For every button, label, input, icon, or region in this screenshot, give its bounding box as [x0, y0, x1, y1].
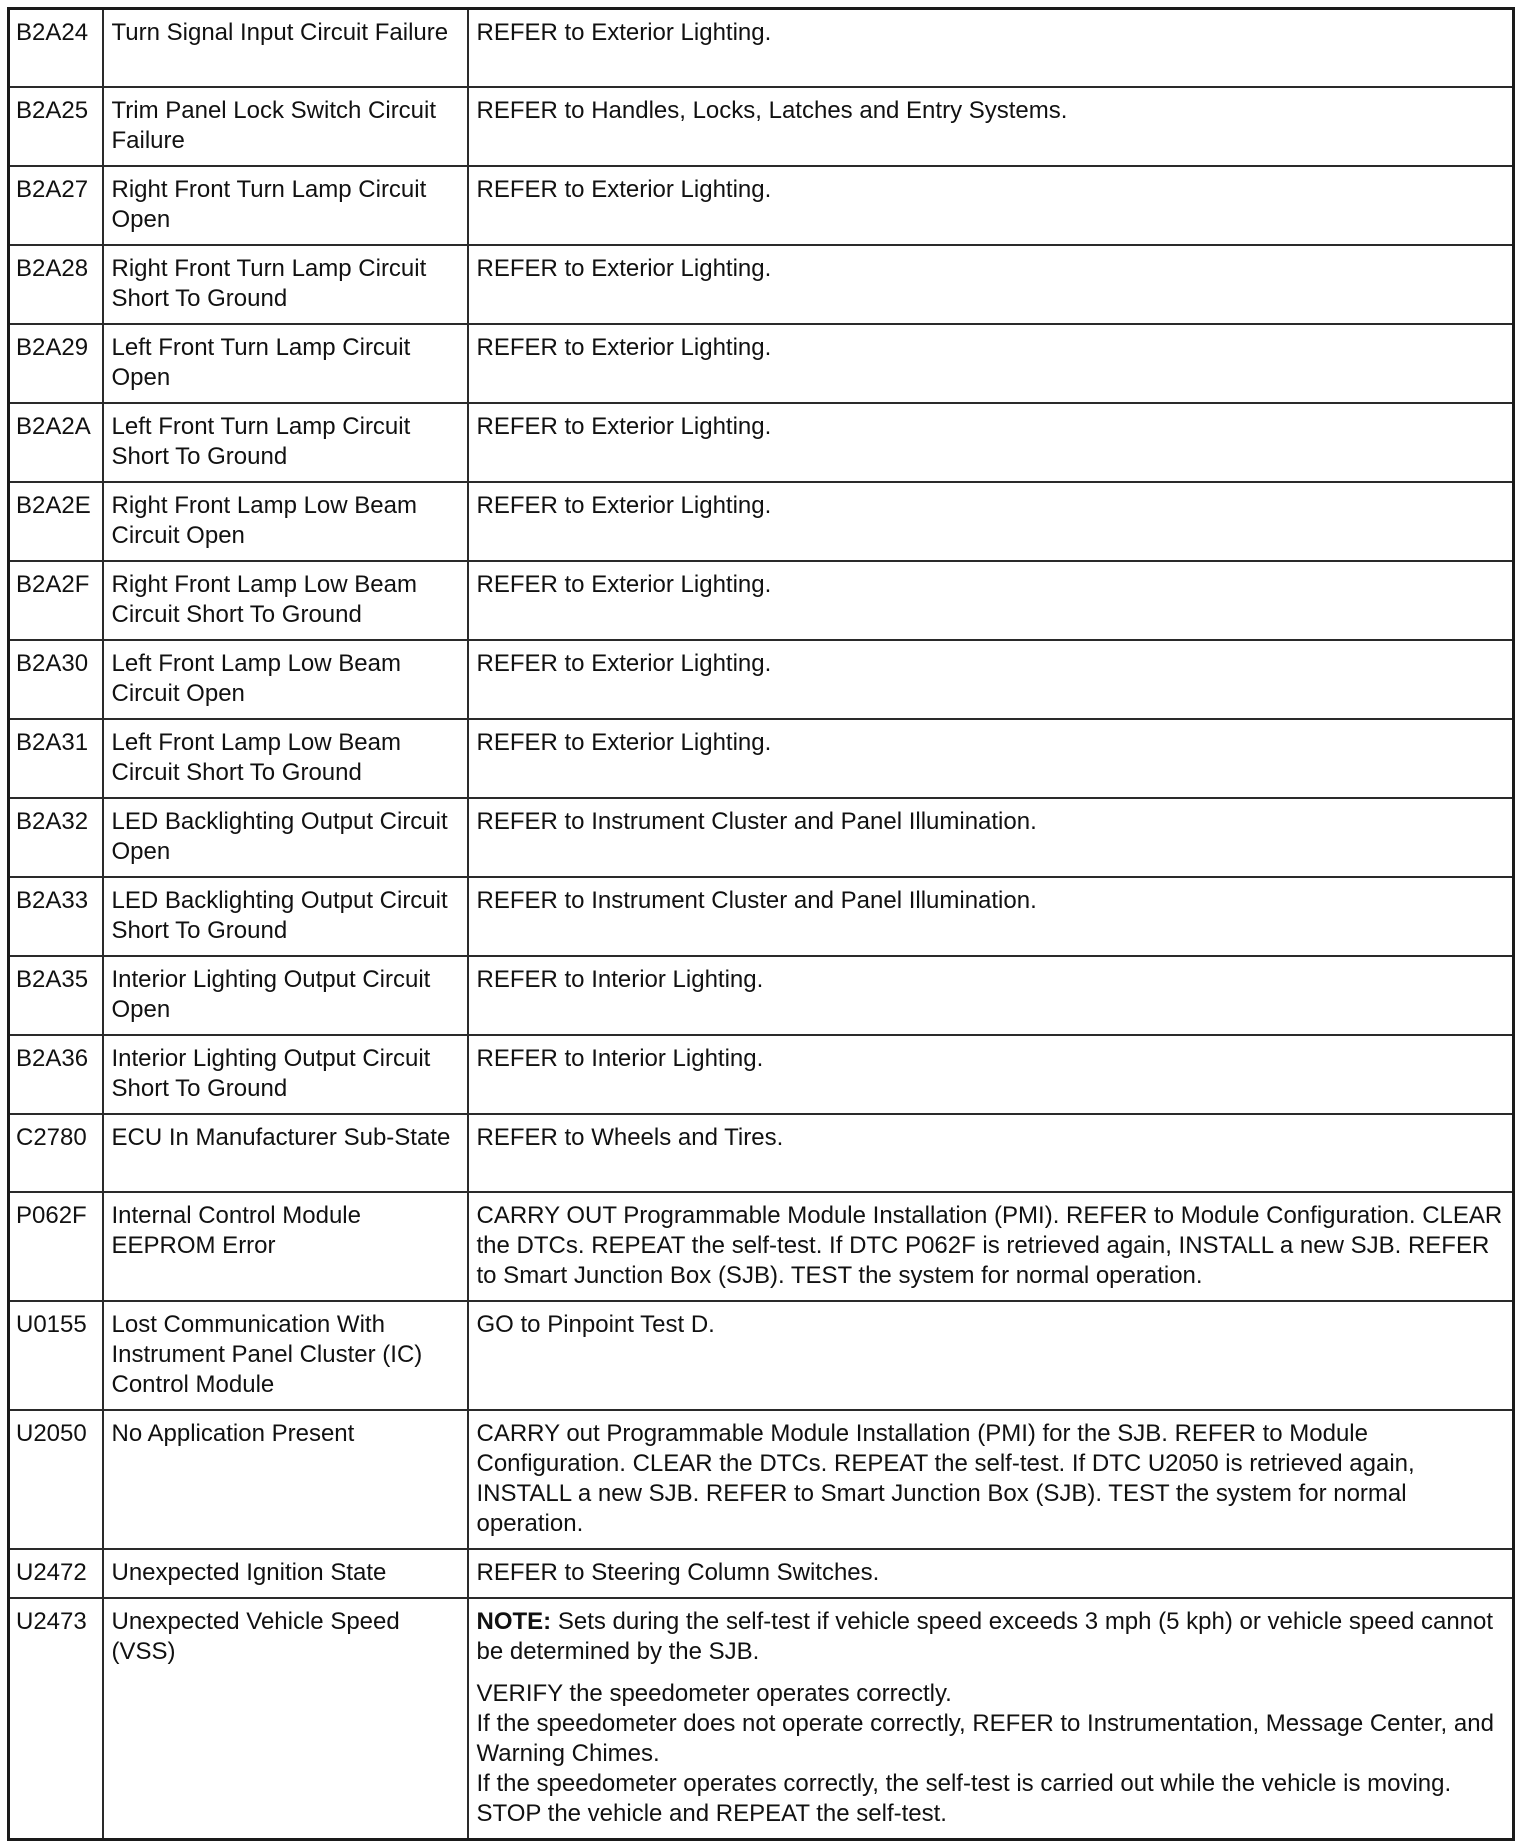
dtc-action-cell: REFER to Exterior Lighting. — [468, 561, 1514, 640]
dtc-code-cell: B2A35 — [9, 956, 103, 1035]
dtc-description-cell: Right Front Lamp Low Beam Circuit Open — [103, 482, 468, 561]
note-text: Sets during the self-test if vehicle speed exceeds 3 mph (5 kph) or vehicle speed cannot be determined by the SJB. — [476, 1607, 1494, 1665]
table-row — [9, 482, 1514, 561]
dtc-action-cell: REFER to Wheels and Tires. — [468, 1114, 1514, 1192]
dtc-description-cell: Interior Lighting Output Circuit Open — [103, 956, 468, 1035]
table-row — [9, 403, 1514, 482]
dtc-description-cell: Left Front Lamp Low Beam Circuit Open — [103, 640, 468, 719]
dtc-description-cell: No Application Present — [103, 1410, 468, 1549]
dtc-action-cell: CARRY OUT Programmable Module Installation (PMI). REFER to Module Configuration. CLEAR the DTCs. REPEAT the self-test. If DTC P062F is retrieved again, INSTALL a new SJB. REFER to Smart Junction Box (SJB). TEST the system for normal operation. — [468, 1192, 1514, 1301]
dtc-description-cell: Right Front Turn Lamp Circuit Short To Ground — [103, 245, 468, 324]
note-label: NOTE: — [476, 1607, 552, 1635]
dtc-action-cell: GO to Pinpoint Test D. — [468, 1301, 1514, 1410]
dtc-code-cell: B2A29 — [9, 324, 103, 403]
dtc-action-cell: REFER to Exterior Lighting. — [468, 719, 1514, 798]
table-row — [9, 1301, 1514, 1410]
dtc-code-cell: B2A27 — [9, 166, 103, 245]
dtc-action-cell: REFER to Exterior Lighting. — [468, 640, 1514, 719]
table-row — [9, 1549, 1514, 1598]
dtc-description-cell: Right Front Lamp Low Beam Circuit Short To Ground — [103, 561, 468, 640]
dtc-description-cell: Unexpected Ignition State — [103, 1549, 468, 1598]
dtc-code-cell: B2A32 — [9, 798, 103, 877]
if-not-line: If the speedometer does not operate correctly, REFER to Instrumentation, Message Center, and Warning Chimes. — [476, 1709, 1494, 1767]
dtc-code-cell: B2A31 — [9, 719, 103, 798]
table-row — [9, 798, 1514, 877]
dtc-action-cell: REFER to Exterior Lighting. — [468, 403, 1514, 482]
dtc-code-cell: B2A24 — [9, 9, 103, 87]
dtc-description-cell: Left Front Turn Lamp Circuit Open — [103, 324, 468, 403]
dtc-code-cell: U2050 — [9, 1410, 103, 1549]
dtc-description-cell: Turn Signal Input Circuit Failure — [103, 9, 468, 87]
dtc-code-cell: B2A2A — [9, 403, 103, 482]
table-row — [9, 166, 1514, 245]
table-row — [9, 324, 1514, 403]
dtc-code-cell: C2780 — [9, 1114, 103, 1192]
dtc-action-cell: REFER to Interior Lighting. — [468, 1035, 1514, 1114]
verify-line: VERIFY the speedometer operates correctly. — [476, 1679, 952, 1707]
dtc-action-cell — [468, 1598, 1514, 1840]
dtc-code-cell: B2A25 — [9, 87, 103, 166]
table-row — [9, 1114, 1514, 1192]
dtc-description-cell: Left Front Lamp Low Beam Circuit Short To Ground — [103, 719, 468, 798]
dtc-action-cell: REFER to Instrument Cluster and Panel Illumination. — [468, 877, 1514, 956]
dtc-description-cell: LED Backlighting Output Circuit Short To Ground — [103, 877, 468, 956]
dtc-description-cell: Interior Lighting Output Circuit Short To Ground — [103, 1035, 468, 1114]
dtc-description-cell: ECU In Manufacturer Sub-State — [103, 1114, 468, 1192]
table-row — [9, 956, 1514, 1035]
table-row — [9, 87, 1514, 166]
if-yes-line: If the speedometer operates correctly, the self-test is carried out while the vehicle is moving. STOP the vehicle and REPEAT the self-test. — [476, 1769, 1452, 1827]
dtc-action-cell: REFER to Exterior Lighting. — [468, 245, 1514, 324]
dtc-description-cell: Right Front Turn Lamp Circuit Open — [103, 166, 468, 245]
table-row — [9, 1192, 1514, 1301]
dtc-table — [7, 7, 1515, 1841]
procedure-paragraph — [477, 1679, 1505, 1829]
table-row — [9, 877, 1514, 956]
dtc-code-cell: P062F — [9, 1192, 103, 1301]
dtc-action-cell: REFER to Handles, Locks, Latches and Entry Systems. — [468, 87, 1514, 166]
dtc-action-cell: REFER to Interior Lighting. — [468, 956, 1514, 1035]
table-row — [9, 561, 1514, 640]
dtc-code-cell: U2472 — [9, 1549, 103, 1598]
table-row — [9, 1598, 1514, 1840]
table-row — [9, 1410, 1514, 1549]
dtc-action-cell: REFER to Exterior Lighting. — [468, 166, 1514, 245]
table-row — [9, 1035, 1514, 1114]
dtc-action-cell: REFER to Steering Column Switches. — [468, 1549, 1514, 1598]
table-row — [9, 9, 1514, 87]
dtc-code-cell: B2A2E — [9, 482, 103, 561]
dtc-code-cell: B2A36 — [9, 1035, 103, 1114]
dtc-description-cell: LED Backlighting Output Circuit Open — [103, 798, 468, 877]
table-row — [9, 245, 1514, 324]
dtc-action-cell: REFER to Exterior Lighting. — [468, 9, 1514, 87]
dtc-code-cell: B2A33 — [9, 877, 103, 956]
dtc-code-cell: B2A2F — [9, 561, 103, 640]
table-row — [9, 719, 1514, 798]
dtc-description-cell: Internal Control Module EEPROM Error — [103, 1192, 468, 1301]
dtc-action-cell: REFER to Exterior Lighting. — [468, 324, 1514, 403]
dtc-code-cell: B2A28 — [9, 245, 103, 324]
dtc-description-cell: Lost Communication With Instrument Panel Cluster (IC) Control Module — [103, 1301, 468, 1410]
dtc-description-cell: Unexpected Vehicle Speed (VSS) — [103, 1598, 468, 1840]
dtc-description-cell: Left Front Turn Lamp Circuit Short To Ground — [103, 403, 468, 482]
dtc-code-cell: B2A30 — [9, 640, 103, 719]
dtc-description-cell: Trim Panel Lock Switch Circuit Failure — [103, 87, 468, 166]
dtc-code-cell: U0155 — [9, 1301, 103, 1410]
dtc-code-cell: U2473 — [9, 1598, 103, 1840]
table-row — [9, 640, 1514, 719]
dtc-action-cell: REFER to Instrument Cluster and Panel Illumination. — [468, 798, 1514, 877]
dtc-action-cell: CARRY out Programmable Module Installation (PMI) for the SJB. REFER to Module Configuration. CLEAR the DTCs. REPEAT the self-test. If DTC U2050 is retrieved again, INSTALL a new SJB. REFER to Smart Junction Box (SJB). TEST the system for normal operation. — [468, 1410, 1514, 1549]
note-paragraph — [477, 1607, 1505, 1667]
dtc-action-cell: REFER to Exterior Lighting. — [468, 482, 1514, 561]
